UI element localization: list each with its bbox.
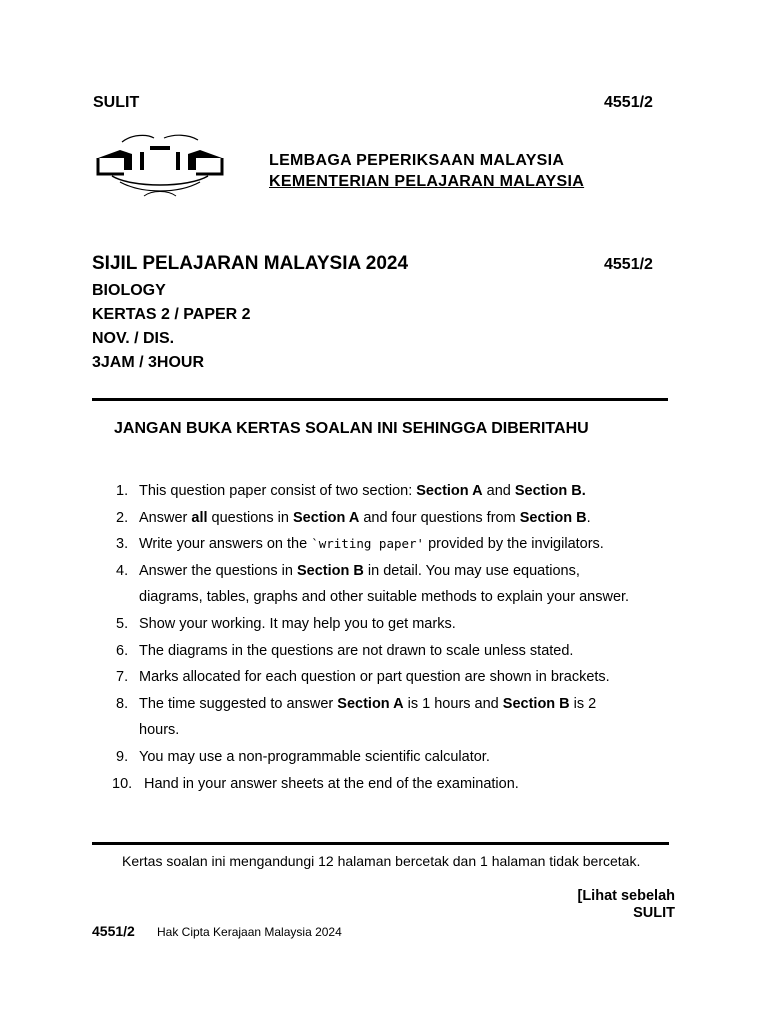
instruction-item (112, 771, 682, 798)
instruction-number: 1. (116, 483, 129, 499)
instruction-fragment: The diagrams in the questions are not drawn to scale unless stated. (139, 642, 574, 659)
instruction-item (112, 478, 682, 505)
instruction-fragment: Answer the questions in (139, 562, 297, 579)
instruction-fragment: `writing paper' (311, 536, 425, 552)
instruction-item (112, 664, 682, 691)
instruction-emphasis: Section A (337, 695, 404, 712)
copyright-text: Hak Cipta Kerajaan Malaysia 2024 (157, 925, 342, 939)
instruction-text (139, 696, 596, 712)
organization-line-2: KEMENTERIAN PELAJARAN MALAYSIA (269, 173, 585, 190)
instruction-fragment: and (482, 483, 515, 499)
instruction-fragment: You may use a non-programmable scientific calculator. (139, 748, 490, 765)
see-next-page: [Lihat sebelah (577, 888, 675, 904)
footer-code: 4551/2 (92, 923, 135, 939)
instruction-fragment: is 2 (569, 695, 597, 712)
instruction-item (112, 531, 682, 558)
exam-paper: KERTAS 2 / PAPER 2 (92, 306, 251, 323)
instruction-fragment: The time suggested to answer (139, 695, 338, 712)
top-divider (92, 398, 668, 401)
instruction-emphasis: Section B (519, 509, 587, 526)
instruction-fragment: Marks allocated for each question or part question are shown in brackets. (139, 669, 610, 686)
instruction-emphasis: Section A (416, 483, 483, 499)
instruction-fragment: . (586, 509, 591, 526)
exam-duration: 3JAM / 3HOUR (92, 354, 205, 371)
instruction-emphasis: Section B. (514, 483, 586, 499)
instruction-fragment: is 1 hours and (403, 695, 503, 712)
instruction-continuation: hours. (139, 722, 180, 739)
instruction-text (139, 643, 573, 659)
instruction-number: 9. (116, 748, 129, 765)
instruction-text (139, 536, 604, 552)
instruction-text (139, 510, 591, 526)
instruction-text (139, 749, 490, 765)
bottom-divider (92, 842, 669, 845)
instruction-emphasis: Section A (292, 509, 360, 526)
instruction-item (112, 611, 682, 638)
instruction-text (139, 563, 580, 579)
page-count-note: Kertas soalan ini mengandungi 12 halaman bercetak dan 1 halaman tidak bercetak. (122, 853, 641, 869)
warning-text: JANGAN BUKA KERTAS SOALAN INI SEHINGGA DIBERITAHU (114, 420, 589, 437)
instruction-fragment: Hand in your answer sheets at the end of the examination. (144, 775, 519, 792)
exam-session: NOV. / DIS. (92, 330, 175, 347)
instruction-number: 6. (116, 642, 129, 659)
instruction-number: 4. (116, 562, 129, 579)
exam-title: SIJIL PELAJARAN MALAYSIA 2024 (92, 253, 409, 274)
paper-code: 4551/2 (604, 94, 653, 111)
instruction-number: 10. (112, 775, 133, 792)
instruction-fragment: This question paper consist of two section: (139, 483, 417, 499)
instruction-fragment: Show your working. It may help you to get marks. (139, 615, 456, 632)
instruction-fragment: Write your answers on the (139, 536, 312, 553)
instruction-text (139, 483, 586, 499)
instruction-fragment: provided by the invigilators. (424, 536, 604, 553)
instruction-item (112, 505, 682, 532)
instruction-fragment: questions in (207, 509, 293, 526)
instruction-continuation: diagrams, tables, graphs and other suitable methods to explain your answer. (139, 589, 630, 606)
instruction-text (144, 776, 519, 792)
instruction-emphasis: all (191, 509, 208, 526)
instruction-item (112, 744, 682, 771)
lembaga-peperiksaan-logo-icon (92, 130, 228, 202)
instruction-number: 7. (116, 669, 129, 686)
organization-line-1: LEMBAGA PEPERIKSAAN MALAYSIA (269, 152, 565, 169)
instruction-text (139, 669, 610, 685)
instruction-fragment: and four questions from (359, 509, 520, 526)
classification-label: SULIT (93, 94, 140, 111)
instruction-number: 2. (116, 509, 129, 526)
instruction-fragment: Answer (139, 509, 192, 526)
instruction-item (112, 558, 682, 611)
instruction-number: 3. (116, 536, 129, 553)
exam-code: 4551/2 (604, 256, 653, 273)
instruction-item (112, 638, 682, 665)
instruction-emphasis: Section B (502, 695, 570, 712)
instruction-fragment: in detail. You may use equations, (363, 562, 580, 579)
footer-classification: SULIT (633, 905, 675, 921)
instruction-number: 8. (116, 695, 129, 712)
instruction-emphasis: Section B (296, 562, 364, 579)
exam-subject: BIOLOGY (92, 282, 166, 299)
instruction-item (112, 691, 682, 744)
instruction-number: 5. (116, 615, 129, 632)
instructions-list (112, 478, 682, 797)
instruction-text (139, 616, 456, 632)
